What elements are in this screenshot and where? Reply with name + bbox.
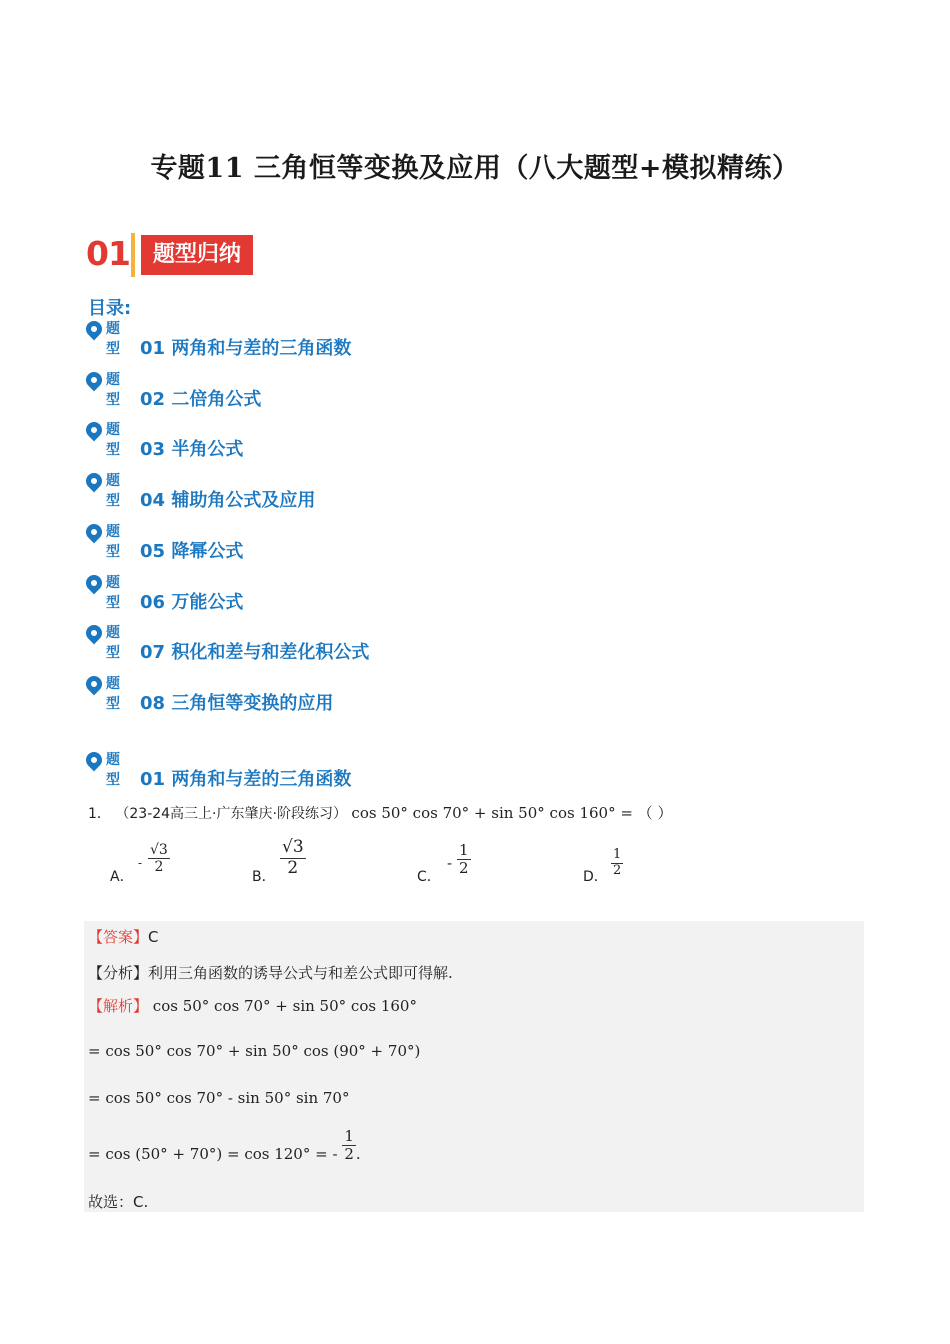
location-pin-icon — [83, 318, 106, 341]
section-number: 01 — [86, 234, 130, 273]
conclusion: 故选：C. — [88, 1193, 149, 1211]
toc-item-tag: 题型 — [106, 524, 120, 560]
option-numerator: 1 — [459, 841, 469, 859]
toc-item-tag: 题型 — [106, 625, 120, 661]
toc-item-label[interactable]: 02 二倍角公式 — [140, 389, 262, 410]
location-pin-icon — [83, 673, 106, 696]
toc-item-tag: 题型 — [106, 676, 120, 712]
toc-item-label[interactable]: 01 两角和与差的三角函数 — [140, 338, 352, 359]
option-denominator: 2 — [287, 857, 299, 878]
location-pin-icon — [83, 369, 106, 392]
toc-item-tag: 题型 — [106, 321, 120, 357]
solution-tag: 【解析】 — [88, 997, 149, 1015]
option-letter: C． — [417, 869, 441, 885]
option-fraction — [280, 838, 306, 878]
solution-numerator: 1 — [344, 1127, 354, 1145]
solution-step-3-text: = cos (50° + 70°) = cos 120° = - — [88, 1144, 338, 1163]
location-pin-icon — [83, 470, 106, 493]
document-title: 专题11 三角恒等变换及应用（八大题型+模拟精练） — [150, 153, 800, 184]
solution-period: . — [355, 1144, 361, 1163]
option-numerator: 1 — [613, 847, 622, 862]
option-numerator: √3 — [150, 842, 168, 858]
section-divider — [131, 233, 135, 277]
section-badge: 题型归纳 — [141, 235, 253, 275]
toc-item-label[interactable]: 05 降幂公式 — [140, 541, 244, 562]
solution-step-1: = cos 50° cos 70° + sin 50° cos (90° + 70°) — [88, 1042, 421, 1060]
option-denominator: 2 — [459, 859, 469, 878]
location-pin-icon — [83, 622, 106, 645]
question-number: 1． — [88, 806, 111, 822]
question-stem — [88, 802, 672, 823]
toc-item-label[interactable]: 04 辅助角公式及应用 — [140, 490, 316, 511]
option-sign: - — [138, 856, 143, 870]
toc-item-tag: 题型 — [106, 473, 120, 509]
toc-item-tag: 题型 — [106, 422, 120, 458]
option-fraction — [611, 848, 623, 879]
location-pin-icon — [83, 419, 106, 442]
location-pin-icon — [83, 749, 106, 772]
toc-item-label[interactable]: 07 积化和差与和差化积公式 — [140, 642, 370, 663]
location-pin-icon — [83, 572, 106, 595]
answer-line — [88, 926, 159, 947]
toc-item-tag: 题型 — [106, 372, 120, 408]
option-letter: A． — [110, 869, 134, 885]
solution-line — [88, 995, 417, 1016]
solution-step-3 — [88, 1128, 361, 1164]
option-denominator: 2 — [154, 859, 164, 876]
toc-item-label[interactable]: 03 半角公式 — [140, 439, 244, 460]
analysis-tag: 【分析】 — [88, 964, 149, 982]
toc-item-label[interactable]: 08 三角恒等变换的应用 — [140, 693, 334, 714]
solution-step-2: = cos 50° cos 70° - sin 50° sin 70° — [88, 1089, 350, 1107]
answer-value: C — [148, 928, 159, 946]
question-expression: cos 50° cos 70° + sin 50° cos 160° = （ ） — [351, 804, 673, 822]
option-sign: - — [447, 854, 453, 872]
question-source: （23-24高三上·广东肇庆·阶段练习） — [115, 806, 347, 822]
solution-denominator: 2 — [344, 1145, 354, 1164]
option-fraction — [148, 842, 170, 875]
toc-label: 目录: — [88, 298, 132, 319]
section-heading-label: 01 两角和与差的三角函数 — [140, 769, 352, 790]
answer-tag: 【答案】 — [88, 928, 149, 946]
analysis-line — [88, 962, 453, 983]
option-denominator: 2 — [613, 862, 622, 878]
section-heading-tag: 题型 — [106, 752, 120, 788]
toc-item-tag: 题型 — [106, 575, 120, 611]
option-fraction — [457, 842, 471, 878]
option-letter: B． — [252, 869, 276, 885]
solution-fraction — [342, 1128, 356, 1164]
toc-item-label[interactable]: 06 万能公式 — [140, 592, 244, 613]
analysis-text: 利用三角函数的诱导公式与和差公式即可得解. — [148, 964, 453, 982]
option-letter: D． — [583, 869, 608, 885]
option-numerator: √3 — [282, 837, 304, 857]
location-pin-icon — [83, 521, 106, 544]
solution-step-0: cos 50° cos 70° + sin 50° cos 160° — [152, 997, 417, 1015]
